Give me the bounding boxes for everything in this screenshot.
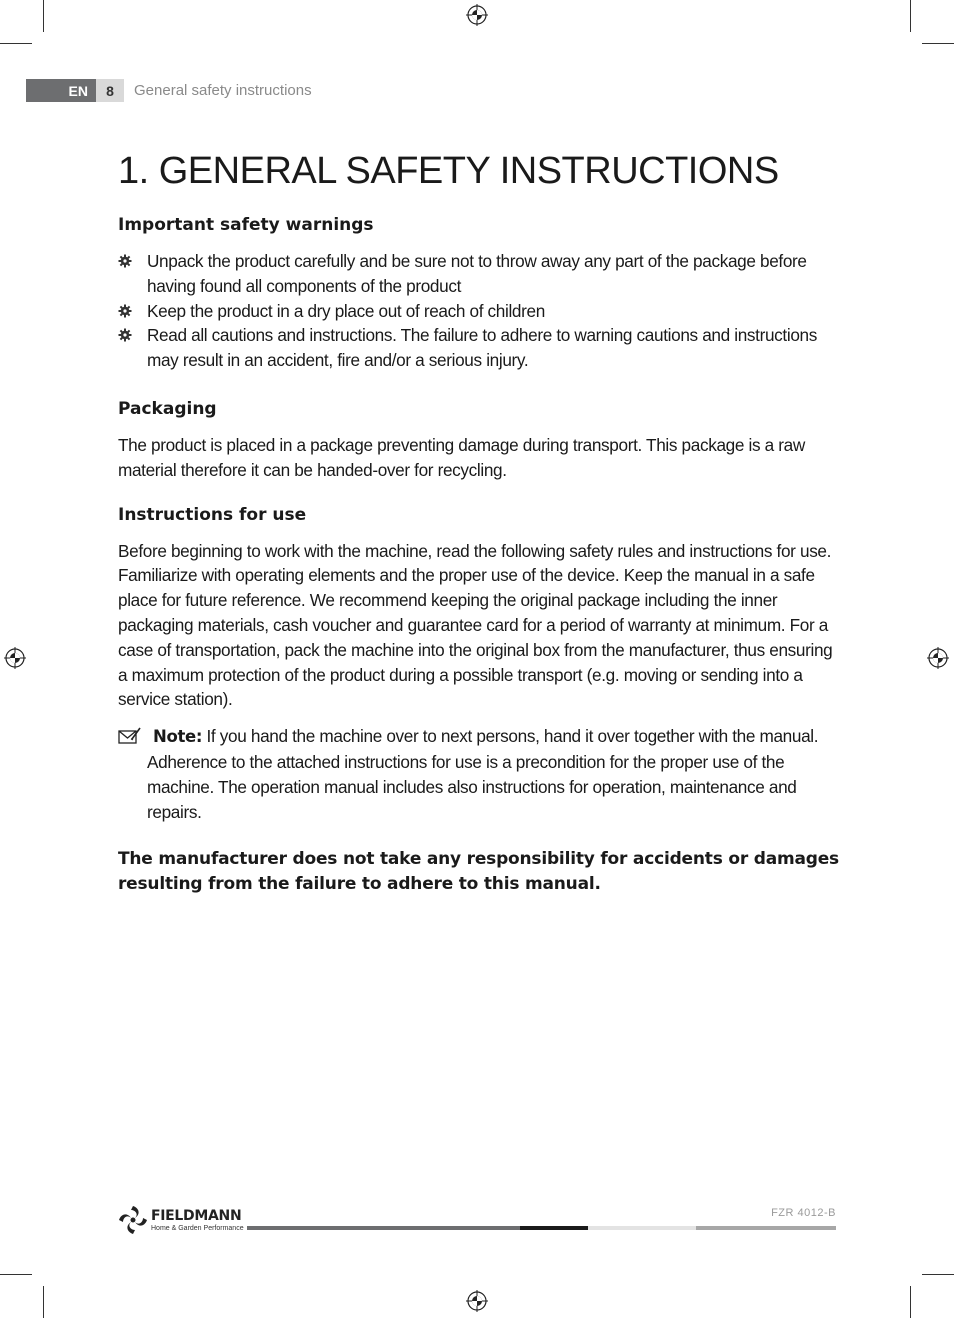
running-section-title: General safety instructions xyxy=(134,82,312,99)
section-heading-packaging: Packaging xyxy=(118,398,217,419)
footer-bar xyxy=(696,1226,836,1230)
footer-bar xyxy=(247,1226,520,1230)
disclaimer: The manufacturer does not take any responsibility for accidents or damages resulting from the failure to adhere to this manual. xyxy=(118,849,839,895)
list-item-text: Read all cautions and instructions. The failure to adhere to warning cautions and instructions may result in an accident, fire and/or a serious injury. xyxy=(147,325,817,371)
crop-mark xyxy=(910,0,911,32)
page-number: 8 xyxy=(96,79,124,102)
page-title: 1. GENERAL SAFETY INSTRUCTIONS xyxy=(118,150,779,192)
packaging-paragraph: The product is placed in a package preventing damage during transport. This package is a raw material therefore it can be handed-over for recycling. xyxy=(118,434,805,480)
page-content xyxy=(118,150,840,897)
brand-logo xyxy=(117,1204,247,1238)
section-heading-instructions: Instructions for use xyxy=(118,504,307,525)
crop-mark xyxy=(910,1286,911,1318)
section-heading-warnings: Important safety warnings xyxy=(118,215,374,235)
language-tag: EN xyxy=(26,79,96,102)
list-item-text: Unpack the product carefully and be sure not to throw away any part of the package before having found all components of the product xyxy=(147,251,807,296)
instructions-paragraph: Before beginning to work with the machine, read the following safety rules and instructions for use. Familiarize with operating elements and the proper use of the device. Keep the manual in a safe place for future reference. We recommend keeping the original package including the inner packaging materials, cash voucher and guarantee card for a period of warranty at minimum. For a case of transportation, pack the machine into the original box from the manufacturer, thus ensuring a maximum protection of the product during a possible transport (e.g. moving or sending into a service station). xyxy=(118,540,833,710)
crop-mark xyxy=(43,1286,44,1318)
note-block xyxy=(118,724,840,824)
crop-mark xyxy=(0,43,32,44)
registration-mark-icon xyxy=(466,4,488,26)
list-item xyxy=(118,323,840,373)
gear-bullet-icon xyxy=(118,304,132,318)
crop-mark xyxy=(0,1274,32,1275)
fieldmann-swirl-icon xyxy=(117,1204,149,1236)
gear-bullet-icon xyxy=(118,328,132,342)
list-item xyxy=(118,249,840,299)
warnings-list xyxy=(118,249,840,373)
crop-mark xyxy=(922,1274,954,1275)
list-item-text: Keep the product in a dry place out of reach of children xyxy=(147,300,545,321)
footer-bar xyxy=(588,1226,696,1230)
model-number: FZR 4012-B xyxy=(771,1207,836,1219)
page-header xyxy=(26,79,312,102)
footer-bar xyxy=(520,1226,588,1230)
list-item xyxy=(118,299,840,324)
note-text: If you hand the machine over to next persons, hand it over together with the manual. Adherence to the attached instructions for use is a precondition for the proper use of the machine. The operation manual includes also instructions for operation, maintenance and repairs. xyxy=(147,726,819,822)
registration-mark-icon xyxy=(466,1290,488,1312)
note-label: Note: xyxy=(153,727,203,747)
gear-bullet-icon xyxy=(118,254,132,268)
registration-mark-icon xyxy=(927,647,949,669)
crop-mark xyxy=(43,0,44,32)
registration-mark-icon xyxy=(4,647,26,669)
brand-name: FIELDMANN xyxy=(151,1208,242,1224)
envelope-pencil-icon xyxy=(118,727,142,745)
brand-tagline: Home & Garden Performance xyxy=(151,1225,244,1232)
crop-mark xyxy=(922,43,954,44)
